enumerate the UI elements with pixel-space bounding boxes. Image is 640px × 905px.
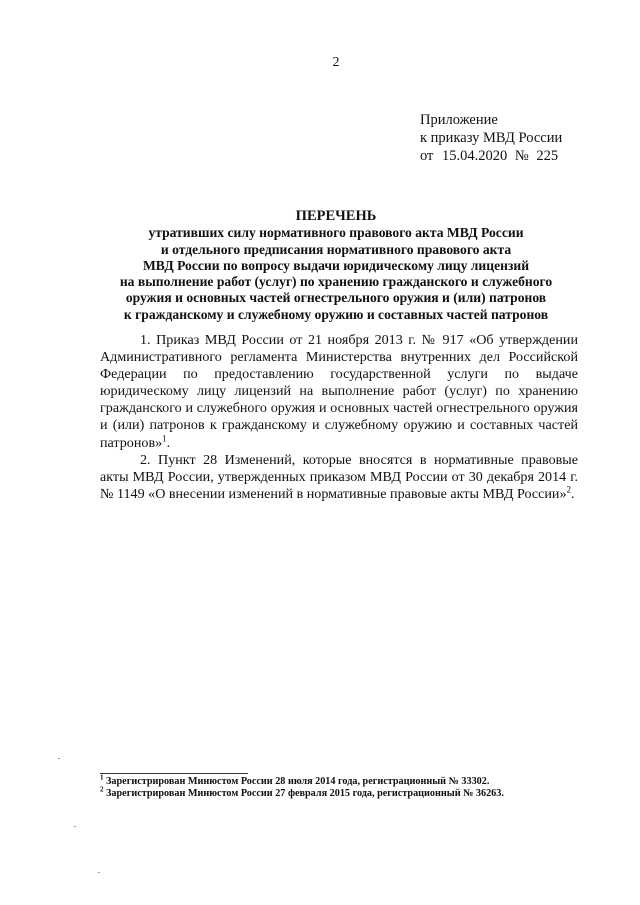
list-item-end: . (571, 485, 575, 502)
scan-speck (58, 758, 60, 759)
scan-speck (98, 872, 100, 873)
scan-speck (74, 826, 76, 827)
title-heading: ПЕРЕЧЕНЬ (295, 208, 377, 224)
list-item (100, 452, 578, 503)
appendix-order-date-line (420, 147, 562, 165)
appendix-block (420, 111, 562, 165)
list-item-end: . (166, 434, 171, 451)
footnotes (100, 773, 570, 799)
document-body (100, 332, 578, 503)
title-line: к гражданскому и служебному оружию и составных частей патронов (123, 306, 549, 322)
title-line: и отдельного предписания нормативного правового акта (160, 241, 512, 257)
footnote-mark: 1 (100, 773, 104, 782)
document-title (92, 208, 580, 323)
footnote-mark: 2 (100, 785, 104, 794)
appendix-date-prefix: от (420, 148, 434, 164)
appendix-order-date: 15.04.2020 (442, 148, 508, 164)
footnote (100, 785, 570, 800)
footnote-text: Зарегистрирован Минюстом России 28 июля 2014 года, регистрационный № 33302. (103, 776, 490, 787)
footnote-ref: 2 (566, 484, 572, 495)
footnote-text: Зарегистрирован Минюстом России 27 февраля 2015 года, регистрационный № 36263. (103, 787, 504, 799)
title-line: оружия и основных частей огнестрельного оружия и (или) патронов (125, 290, 547, 306)
title-line: утративших силу нормативного правового акта МВД России (148, 225, 524, 241)
title-line: МВД России по вопросу выдачи юридическому лицу лицензий (142, 257, 530, 273)
appendix-number-sign: № (514, 148, 529, 164)
footnote-divider (100, 773, 248, 774)
list-item-text: 2. Пункт 28 Изменений, которые вносятся в нормативные правовые акты МВД России, утвержденных приказом МВД России от 30 декабря 2014 г. № 1149 «О внесении изменений в нормативные правовые акты МВД России» (100, 451, 578, 502)
page-number: 2 (332, 55, 340, 70)
list-item-text: 1. Приказ МВД России от 21 ноября 2013 г. № 917 «Об утверждении Административного регламента Министерства внутренних дел Российской Федерации по предоставлению государственной услуги по выдаче юридическому лицу лицензий на выполнение работ (услуг) по хранению гражданского и служебного оружия и основных частей огнестрельного оружия и (или) патронов к гражданскому и служебному оружию и составных частей патронов» (100, 332, 578, 451)
footnote-ref: 1 (162, 432, 167, 443)
appendix-order-number: 225 (536, 148, 559, 164)
list-item (100, 332, 578, 452)
appendix-label: Приложение (420, 112, 498, 128)
appendix-order-reference: к приказу МВД России (420, 130, 563, 146)
title-line: на выполнение работ (услуг) по хранению гражданского и служебного (119, 274, 553, 290)
footnote (100, 773, 570, 788)
